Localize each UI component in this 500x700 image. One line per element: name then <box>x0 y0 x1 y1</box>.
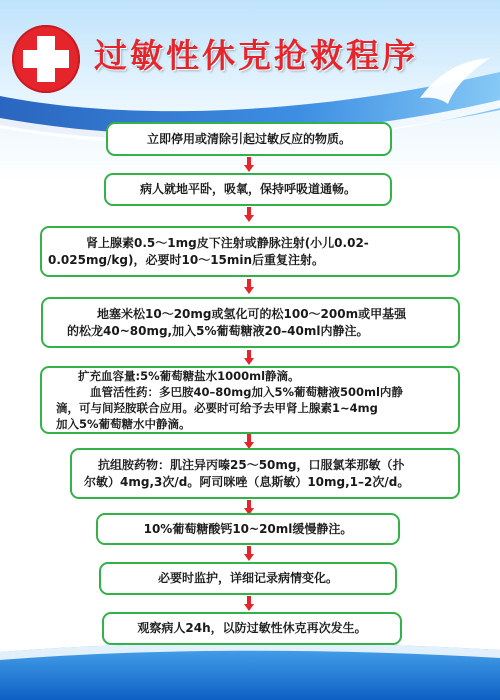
arrow-down-icon <box>244 279 254 295</box>
step-4-line-1: 地塞米松10～20mg或氢化可的松100～200m或甲基强 <box>97 306 407 321</box>
step-5-line-1: 扩充血容量:5%葡萄糖盐水1000ml静滴。 <box>78 369 300 383</box>
arrow-down-icon <box>244 207 254 223</box>
step-8-line-1: 必要时监护，详细记录病情变化。 <box>157 571 338 585</box>
arrow-down-icon <box>244 157 254 173</box>
arrow-down-icon <box>244 350 254 366</box>
step-1-box <box>106 122 392 156</box>
step-3-line-1: 肾上腺素0.5～1mg皮下注射或静脉注射(小儿0.02- <box>86 235 369 250</box>
header <box>0 0 500 110</box>
step-5-line-2: 血管活性药：多巴胺40–80mg加入5%葡萄糖液500ml内静 <box>90 385 403 399</box>
step-3-box <box>40 226 460 277</box>
step-3-line-2: 0.025mg/kg)，必要时10～15min后重复注射。 <box>48 252 325 267</box>
step-6-line-1: 抗组胺药物：肌注异丙嗪25～50mg，口服氯苯那敏（扑 <box>98 457 405 472</box>
step-8-box <box>99 562 397 595</box>
step-7-box <box>96 513 400 545</box>
step-5-line-3: 滴，可与间羟胺联合应用。必要时可给予去甲肾上腺素1~4mg <box>56 401 378 415</box>
step-6-box <box>70 448 460 499</box>
step-4-box <box>41 297 460 348</box>
step-4-line-2: 的松龙40~80mg,加入5%葡萄糖液20–40ml内静注。 <box>67 323 369 338</box>
step-2-line-1: 病人就地平卧，吸氧，保持呼吸道通畅。 <box>139 182 356 196</box>
step-7-line-1: 10%葡萄糖酸钙10~20ml缓慢静注。 <box>143 521 353 536</box>
step-9-box <box>102 612 402 645</box>
arrow-down-icon <box>244 546 254 562</box>
red-cross-icon <box>12 25 80 93</box>
page-title: 过敏性休克抢救程序 <box>94 36 418 75</box>
step-1-line-1: 立即停用或清除引起过敏反应的物质。 <box>146 131 351 146</box>
step-6-line-2: 尔敏）4mg,3次/d。阿司咪唑（息斯敏）10mg,1–2次/d。 <box>84 474 410 489</box>
step-2-box <box>104 173 392 206</box>
arrow-down-icon <box>244 596 254 612</box>
step-5-box <box>40 366 460 434</box>
step-9-line-1: 观察病人24h，以防过敏性休克再次发生。 <box>137 621 367 635</box>
step-5-line-4: 加入5%葡萄糖水中静滴。 <box>56 417 191 431</box>
